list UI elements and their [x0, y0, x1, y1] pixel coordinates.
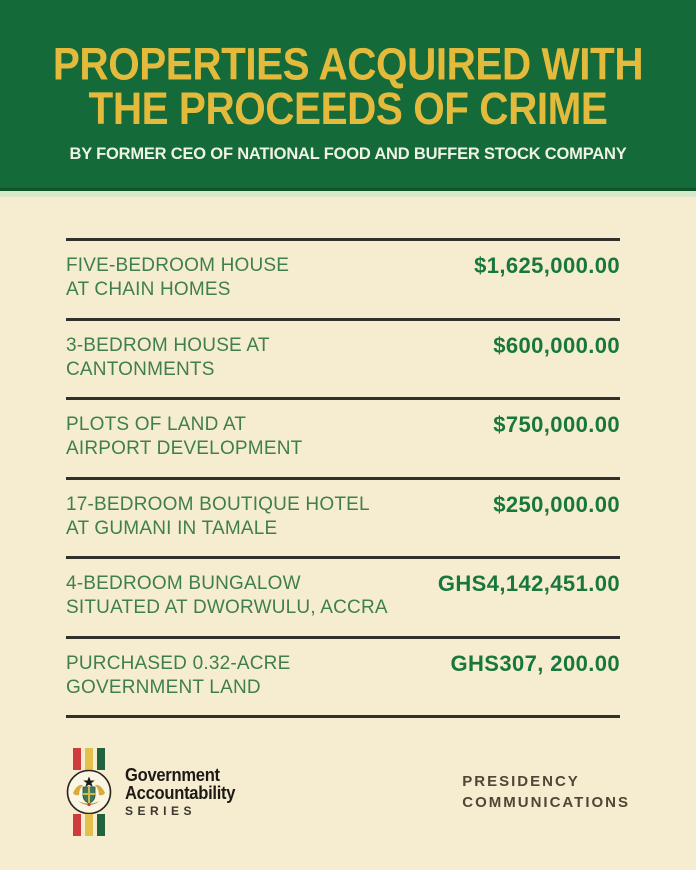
property-value: $250,000.00: [493, 491, 620, 517]
ghana-flag-stripes-icon: [73, 814, 105, 836]
page-subtitle: BY FORMER CEO OF NATIONAL FOOD AND BUFFER STOCK COMPANY: [69, 144, 627, 163]
government-accountability-series-logo: [66, 748, 245, 836]
logo-word-government: Government: [125, 765, 220, 785]
property-row: [66, 636, 620, 716]
header-divider-strip: [0, 191, 696, 197]
property-value: GHS4,142,451.00: [437, 571, 620, 596]
page-title: [28, 38, 668, 135]
credit-line-2: COMMUNICATIONS: [462, 794, 630, 811]
logo-text: [125, 767, 245, 817]
credit-line-1: PRESIDENCY: [462, 773, 580, 790]
header-banner: [0, 0, 696, 191]
property-value: $750,000.00: [493, 412, 620, 437]
property-value: $600,000.00: [493, 332, 620, 358]
property-label: 17-BEDROOM BOUTIQUE HOTEL AT GUMANI IN TAMALE: [66, 493, 370, 539]
title-line-2: THE PROCEEDS OF CRIME: [88, 83, 608, 135]
property-table: [66, 238, 620, 718]
presidency-communications-credit: [462, 771, 630, 813]
crest-column: [66, 748, 112, 836]
property-label: PURCHASED 0.32-ACRE GOVERNMENT LAND: [66, 652, 291, 698]
logo-word-series: SERIES: [125, 804, 197, 818]
property-label: PLOTS OF LAND AT AIRPORT DEVELOPMENT: [66, 414, 303, 459]
property-row: [66, 397, 620, 477]
ghana-flag-stripes-icon: [73, 748, 105, 770]
title-line-1: PROPERTIES ACQUIRED WITH: [52, 38, 644, 90]
property-label: 4-BEDROOM BUNGALOW SITUATED AT DWORWULU, ACCRA: [66, 573, 388, 618]
property-value: GHS307, 200.00: [450, 650, 620, 676]
ghana-coat-of-arms-icon: [66, 769, 112, 815]
property-row: [66, 556, 620, 636]
property-row: [66, 238, 620, 318]
footer: [66, 748, 630, 836]
property-value: $1,625,000.00: [474, 253, 620, 278]
property-row: [66, 477, 620, 557]
logo-word-accountability: Accountability: [125, 782, 236, 803]
property-row: [66, 318, 620, 398]
property-label: 3-BEDROM HOUSE AT CANTONMENTS: [66, 334, 270, 380]
property-label: FIVE-BEDROOM HOUSE AT CHAIN HOMES: [66, 255, 290, 300]
